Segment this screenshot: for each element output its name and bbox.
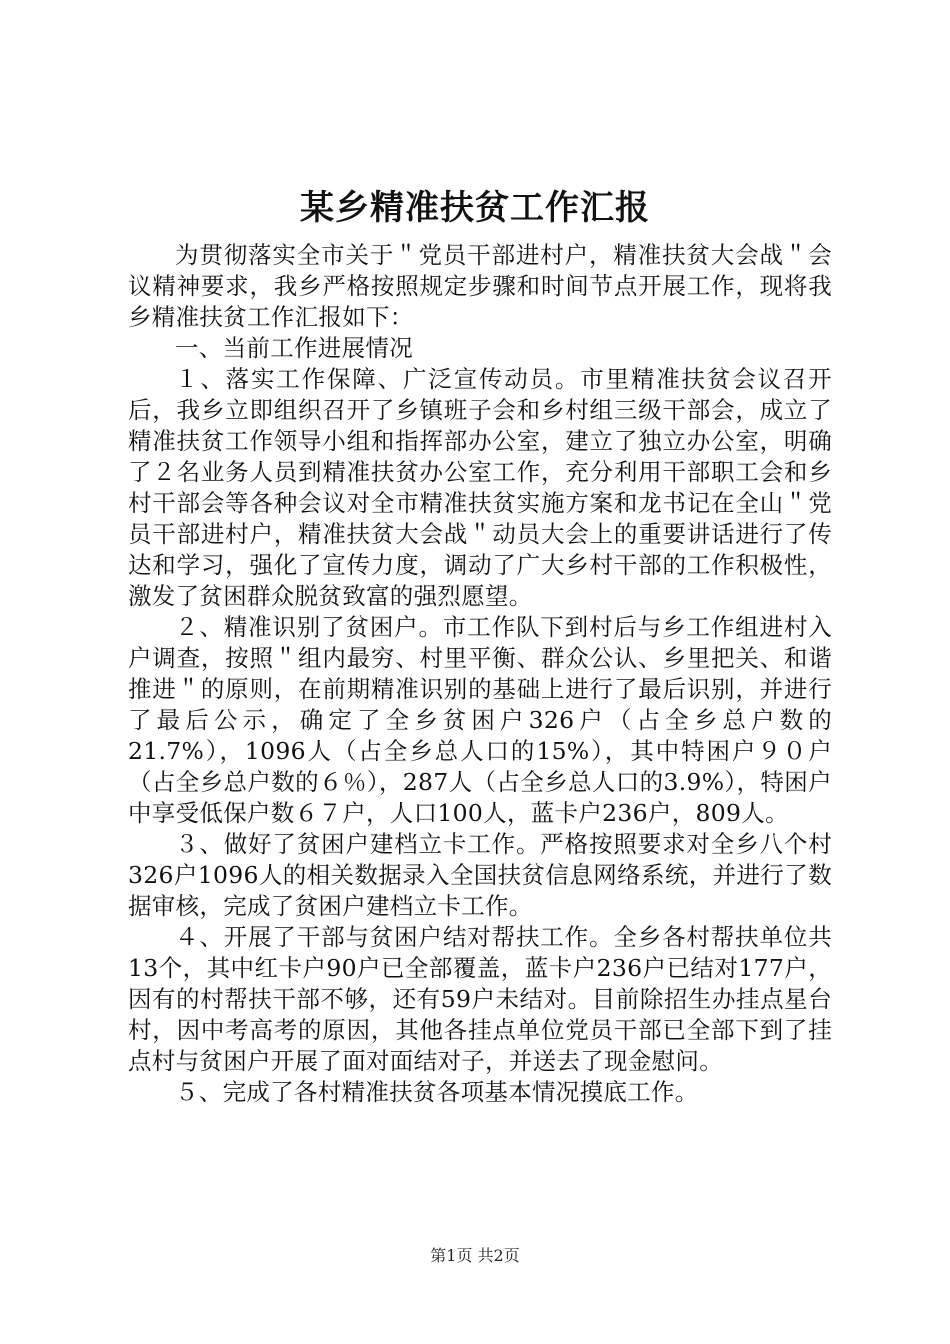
document-body — [128, 240, 832, 1108]
paragraph-item-3: ３、做好了贫困户建档立卡工作。严格按照要求对全乡八个村326户1096人的相关数据录入全国扶贫信息网络系统，并进行了数据审核，完成了贫困户建档立卡工作。 — [128, 830, 832, 920]
page-footer: 第1页 共2页 — [430, 1246, 520, 1265]
paragraph-item-5: ５、完成了各村精准扶贫各项基本情况摸底工作。 — [175, 1078, 699, 1106]
paragraph-item-1: １、落实工作保障、广泛宣传动员。市里精准扶贫会议召开后，我乡立即组织召开了乡镇班子会和乡村组三级干部会，成立了精准扶贫工作领导小组和指挥部办公室，建立了独立办公室，明确了２名业务人员到精准扶贫办公室工作，充分利用干部职工会和乡村干部会等各种会议对全市精准扶贫实施方案和龙书记在全山＂党员干部进村户，精准扶贫大会战＂动员大会上的重要讲话进行了传达和学习，强化了宣传力度，调动了广大乡村干部的工作积极性，激发了贫困群众脱贫致富的强烈愿望。 — [128, 365, 832, 610]
paragraph-item-4: ４、开展了干部与贫困户结对帮扶工作。全乡各村帮扶单位共13个，其中红卡户90户已全部覆盖，蓝卡户236户已结对177户，因有的村帮扶干部不够，还有59户未结对。目前除招生办挂点星台村，因中考高考的原因，其他各挂点单位党员干部已全部下到了挂点村与贫困户开展了面对面结对子，并送去了现金慰问。 — [128, 923, 832, 1075]
document-title: 某乡精准扶贫工作汇报 — [300, 188, 650, 228]
section-heading: 一、当前工作进展情况 — [175, 334, 413, 362]
intro-paragraph: 为贯彻落实全市关于＂党员干部进村户，精准扶贫大会战＂会议精神要求，我乡严格按照规定步骤和时间节点开展工作，现将我乡精准扶贫工作汇报如下： — [128, 241, 832, 331]
paragraph-item-2: ２、精准识别了贫困户。市工作队下到村后与乡工作组进村入户调查，按照＂组内最穷、村里平衡、群众公认、乡里把关、和谐推进＂的原则，在前期精准识别的基础上进行了最后识别，并进行了最后公示，确定了全乡贫困户326户（占全乡总户数的21.7%），1096人（占全乡总人口的15%），其中特困户９０户（占全乡总户数的６％），287人（占全乡总人口的3.9%），特困户中享受低保户数６７户，人口100人，蓝卡户236户，809人。 — [128, 613, 832, 827]
